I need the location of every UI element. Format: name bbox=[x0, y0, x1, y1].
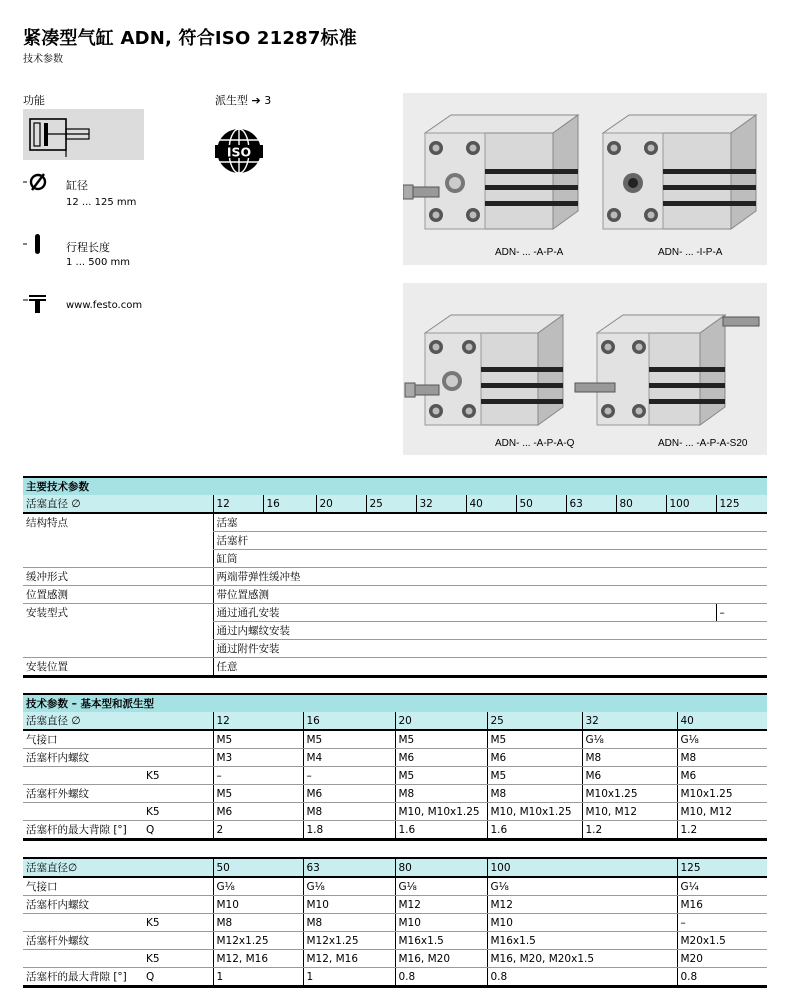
sensing-value: 带位置感测 bbox=[213, 586, 767, 604]
table-row bbox=[23, 821, 767, 840]
bore-header-cell: 63 bbox=[566, 495, 616, 513]
bore-header-cell: 25 bbox=[366, 495, 416, 513]
cell: G⅛ bbox=[303, 877, 395, 896]
main-specs-table bbox=[23, 476, 767, 678]
cell: M12 bbox=[395, 896, 487, 914]
cell: 2 bbox=[213, 821, 303, 840]
cell: M10x1.25 bbox=[677, 785, 767, 803]
mounting-value: 通过附件安装 bbox=[213, 640, 767, 658]
cell: M12, M16 bbox=[303, 950, 395, 968]
cell: G¼ bbox=[677, 877, 767, 896]
k5-label: K5 bbox=[143, 803, 213, 821]
table-header-row bbox=[23, 712, 767, 730]
main-specs-section-title: 主要技术参数 bbox=[23, 477, 767, 495]
bore-header-cell: 20 bbox=[395, 712, 487, 730]
variant-specs-table-large bbox=[23, 857, 767, 988]
k5-label: K5 bbox=[143, 767, 213, 785]
table-row bbox=[23, 622, 767, 640]
row-label-backlash: 活塞杆的最大背隙 [°] bbox=[23, 821, 143, 840]
cell: M16 bbox=[677, 896, 767, 914]
mounting-value-125: – bbox=[716, 604, 767, 622]
row-label-outer-thread: 活塞杆外螺纹 bbox=[23, 785, 213, 803]
cell: G⅛ bbox=[395, 877, 487, 896]
row-label-port: 气接口 bbox=[23, 877, 213, 896]
bore-header-label: 活塞直径 ∅ bbox=[23, 495, 213, 513]
bore-header-cell: 32 bbox=[416, 495, 466, 513]
table-row bbox=[23, 932, 767, 950]
cell: M20x1.5 bbox=[677, 932, 767, 950]
product-photo-bottom bbox=[403, 283, 767, 455]
cell: M10 bbox=[213, 896, 303, 914]
cylinder-photo-icon bbox=[403, 93, 767, 265]
table-row bbox=[23, 803, 767, 821]
design-value: 缸筒 bbox=[213, 550, 767, 568]
cell: M12, M16 bbox=[213, 950, 303, 968]
photo-caption-a-p-a: ADN- ... -A-P-A bbox=[495, 247, 564, 258]
cylinder-symbol-icon bbox=[23, 109, 144, 160]
table-row bbox=[23, 550, 767, 568]
bore-header-label: 活塞直径 ∅ bbox=[23, 712, 213, 730]
cell: M8 bbox=[487, 785, 582, 803]
k5-label: K5 bbox=[143, 950, 213, 968]
table-row bbox=[23, 914, 767, 932]
table-row bbox=[23, 730, 767, 749]
q-label: Q bbox=[143, 968, 213, 987]
cell: – bbox=[303, 767, 395, 785]
cell: M5 bbox=[213, 730, 303, 749]
bore-header-cell: 20 bbox=[316, 495, 366, 513]
cell: M20 bbox=[677, 950, 767, 968]
cell: M8 bbox=[213, 914, 303, 932]
photo-caption-i-p-a: ADN- ... -I-P-A bbox=[658, 247, 723, 258]
cell: M5 bbox=[395, 767, 487, 785]
cylinder-photo-icon-2 bbox=[403, 283, 767, 455]
row-label-inner-thread: 活塞杆内螺纹 bbox=[23, 749, 213, 767]
design-value: 活塞杆 bbox=[213, 532, 767, 550]
cell: M8 bbox=[582, 749, 677, 767]
table-row bbox=[23, 568, 767, 586]
cell: 1.2 bbox=[582, 821, 677, 840]
cell: 1 bbox=[303, 968, 395, 987]
bore-header-cell: 32 bbox=[582, 712, 677, 730]
cell: M10x1.25 bbox=[582, 785, 677, 803]
variant-label: 派生型 ➔ 3 bbox=[215, 94, 272, 107]
table-row bbox=[23, 749, 767, 767]
cell: M12x1.25 bbox=[303, 932, 395, 950]
cell: M6 bbox=[303, 785, 395, 803]
cell: M12x1.25 bbox=[213, 932, 303, 950]
bore-header-cell: 80 bbox=[616, 495, 666, 513]
table-row bbox=[23, 532, 767, 550]
row-label-mounting: 安装型式 bbox=[26, 607, 68, 620]
variant-specs-table-small bbox=[23, 693, 767, 841]
bore-header-cell: 50 bbox=[516, 495, 566, 513]
table-row bbox=[23, 767, 767, 785]
website-text: www.festo.com bbox=[66, 300, 143, 311]
table-header-row bbox=[23, 495, 767, 513]
mounting-value: 通过通孔安装 bbox=[213, 604, 716, 622]
cell: M16x1.5 bbox=[395, 932, 487, 950]
cylinder-symbol bbox=[23, 109, 144, 160]
bore-range: 12 ... 125 mm bbox=[66, 197, 137, 208]
cell: M4 bbox=[303, 749, 395, 767]
bore-header-cell: 40 bbox=[677, 712, 767, 730]
row-label-design: 结构特点 bbox=[26, 517, 68, 530]
cell: 0.8 bbox=[487, 968, 677, 987]
cell: M10, M12 bbox=[582, 803, 677, 821]
cell: 0.8 bbox=[677, 968, 767, 987]
page-title: 紧凑型气缸 ADN, 符合ISO 21287标准 bbox=[23, 28, 357, 49]
row-label-position: 安装位置 bbox=[23, 658, 213, 677]
cell: M8 bbox=[303, 914, 395, 932]
position-value: 任意 bbox=[213, 658, 767, 677]
row-label-sensing: 位置感测 bbox=[23, 586, 213, 604]
web-icon bbox=[23, 292, 51, 318]
cell: 1.6 bbox=[395, 821, 487, 840]
cell: M6 bbox=[213, 803, 303, 821]
product-photo-top bbox=[403, 93, 767, 265]
cell: – bbox=[677, 914, 767, 932]
table-header-row bbox=[23, 858, 767, 877]
cell: M5 bbox=[303, 730, 395, 749]
table-row bbox=[23, 513, 767, 532]
cell: M10, M12 bbox=[677, 803, 767, 821]
cell: G⅛ bbox=[677, 730, 767, 749]
cell: – bbox=[213, 767, 303, 785]
cell: M5 bbox=[487, 730, 582, 749]
cell: G⅛ bbox=[213, 877, 303, 896]
bore-label: 缸径 bbox=[66, 179, 88, 192]
q-label: Q bbox=[143, 821, 213, 840]
cell: M6 bbox=[487, 749, 582, 767]
cell: 0.8 bbox=[395, 968, 487, 987]
bore-header-cell: 25 bbox=[487, 712, 582, 730]
variant-specs-section-title: 技术参数 – 基本型和派生型 bbox=[23, 694, 767, 712]
cell: 1.6 bbox=[487, 821, 582, 840]
mounting-value: 通过内螺纹安装 bbox=[213, 622, 767, 640]
cell: M10 bbox=[487, 914, 677, 932]
bore-header-cell: 80 bbox=[395, 858, 487, 877]
cell: M16x1.5 bbox=[487, 932, 677, 950]
cell: M8 bbox=[677, 749, 767, 767]
bore-header-cell: 40 bbox=[466, 495, 516, 513]
bore-header-cell: 125 bbox=[677, 858, 767, 877]
stroke-icon bbox=[23, 232, 51, 260]
design-value: 活塞 bbox=[213, 513, 767, 532]
cell: M5 bbox=[487, 767, 582, 785]
k5-label: K5 bbox=[143, 914, 213, 932]
svg-text:ISO: ISO bbox=[226, 144, 252, 160]
cell: 1.8 bbox=[303, 821, 395, 840]
cushion-value: 两端带弹性缓冲垫 bbox=[213, 568, 767, 586]
cell: M6 bbox=[582, 767, 677, 785]
cell: M8 bbox=[303, 803, 395, 821]
photo-caption-a-p-a-s20: ADN- ... -A-P-A-S20 bbox=[658, 438, 748, 449]
function-label: 功能 bbox=[23, 94, 45, 107]
table-row bbox=[23, 877, 767, 896]
photo-caption-a-p-a-q: ADN- ... -A-P-A-Q bbox=[495, 438, 575, 449]
cell: M8 bbox=[395, 785, 487, 803]
table-row bbox=[23, 896, 767, 914]
cell: M3 bbox=[213, 749, 303, 767]
bore-header-cell: 100 bbox=[666, 495, 716, 513]
bore-header-cell: 125 bbox=[716, 495, 767, 513]
cell: G⅛ bbox=[487, 877, 677, 896]
cell: 1.2 bbox=[677, 821, 767, 840]
row-label-cushion: 缓冲形式 bbox=[23, 568, 213, 586]
bore-header-cell: 63 bbox=[303, 858, 395, 877]
row-label-outer-thread: 活塞杆外螺纹 bbox=[23, 932, 213, 950]
cell: 1 bbox=[213, 968, 303, 987]
iso-logo-icon bbox=[213, 127, 265, 179]
stroke-label: 行程长度 bbox=[66, 241, 110, 254]
cell: M10 bbox=[303, 896, 395, 914]
cell: M16, M20 bbox=[395, 950, 487, 968]
page-subtitle: 技术参数 bbox=[23, 54, 63, 65]
row-label-backlash: 活塞杆的最大背隙 [°] bbox=[23, 968, 143, 987]
cell: G⅛ bbox=[582, 730, 677, 749]
stroke-range: 1 ... 500 mm bbox=[66, 257, 131, 268]
row-label-inner-thread: 活塞杆内螺纹 bbox=[23, 896, 213, 914]
cell: M6 bbox=[677, 767, 767, 785]
bore-header-cell: 100 bbox=[487, 858, 677, 877]
diameter-icon bbox=[23, 170, 51, 198]
bore-header-cell: 50 bbox=[213, 858, 303, 877]
cell: M5 bbox=[395, 730, 487, 749]
cell: M16, M20, M20x1.5 bbox=[487, 950, 677, 968]
cell: M5 bbox=[213, 785, 303, 803]
table-row bbox=[23, 785, 767, 803]
bore-header-label: 活塞直径∅ bbox=[23, 858, 213, 877]
table-row bbox=[23, 586, 767, 604]
table-row bbox=[23, 640, 767, 658]
cell: M10, M10x1.25 bbox=[395, 803, 487, 821]
table-row bbox=[23, 950, 767, 968]
cell: M10, M10x1.25 bbox=[487, 803, 582, 821]
bore-header-cell: 12 bbox=[213, 712, 303, 730]
cell: M6 bbox=[395, 749, 487, 767]
bore-header-cell: 12 bbox=[213, 495, 263, 513]
bore-header-cell: 16 bbox=[263, 495, 316, 513]
table-row bbox=[23, 968, 767, 987]
bore-header-cell: 16 bbox=[303, 712, 395, 730]
table-row bbox=[23, 658, 767, 677]
row-label-port: 气接口 bbox=[23, 730, 213, 749]
cell: M10 bbox=[395, 914, 487, 932]
table-row bbox=[23, 604, 767, 622]
cell: M12 bbox=[487, 896, 677, 914]
